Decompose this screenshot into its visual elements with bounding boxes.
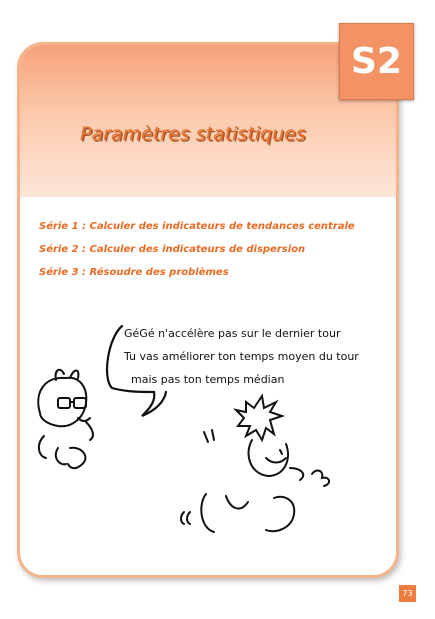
series-list bbox=[39, 221, 355, 290]
serie-3[interactable]: Série 3 : Résoudre des problèmes bbox=[39, 267, 229, 278]
chapter-tab bbox=[339, 23, 414, 100]
character-girl bbox=[38, 370, 93, 468]
speech-line-3: mais pas ton temps médian bbox=[131, 373, 285, 386]
speech-line-2: Tu vas améliorer ton temps moyen du tour bbox=[124, 350, 359, 363]
serie-1[interactable]: Série 1 : Calculer des indicateurs de tendances centrale bbox=[39, 221, 355, 232]
chapter-tab-label: S2 bbox=[351, 41, 402, 82]
page-title: Paramètres statistiques bbox=[80, 123, 306, 145]
page-number: 73 bbox=[399, 585, 416, 602]
character-boy bbox=[181, 396, 329, 532]
serie-2[interactable]: Série 2 : Calculer des indicateurs de dispersion bbox=[39, 244, 306, 255]
speech-line-1: GéGé n'accélère pas sur le dernier tour bbox=[124, 327, 341, 340]
